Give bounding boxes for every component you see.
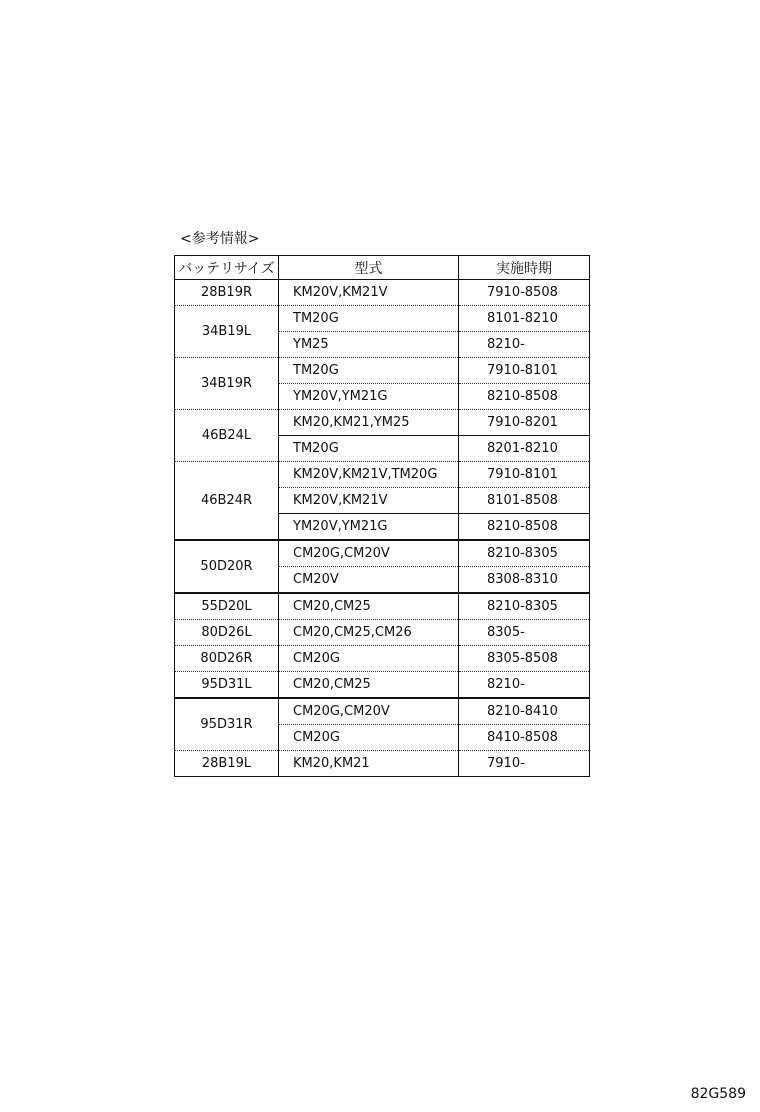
battery-size-cell: 95D31L <box>175 672 279 699</box>
model-cell: CM20G,CM20V <box>279 698 459 725</box>
model-cell: TM20G <box>279 306 459 332</box>
battery-size-cell: 28B19R <box>175 280 279 306</box>
period-cell: 8410-8508 <box>459 725 590 751</box>
section-caption: <参考情報> <box>180 231 260 247</box>
battery-size-cell: 46B24R <box>175 462 279 541</box>
table-row <box>175 646 590 672</box>
battery-size-cell: 34B19L <box>175 306 279 358</box>
model-cell: KM20V,KM21V <box>279 488 459 514</box>
period-cell: 8101-8508 <box>459 488 590 514</box>
period-cell: 8210- <box>459 332 590 358</box>
period-cell: 8210-8305 <box>459 540 590 567</box>
model-cell: YM25 <box>279 332 459 358</box>
battery-size-cell: 80D26R <box>175 646 279 672</box>
model-cell: CM20G <box>279 646 459 672</box>
period-cell: 8101-8210 <box>459 306 590 332</box>
model-cell: KM20V,KM21V,TM20G <box>279 462 459 488</box>
header-model: 型式 <box>279 256 459 280</box>
battery-size-cell: 46B24L <box>175 410 279 462</box>
period-cell: 7910- <box>459 751 590 777</box>
period-cell: 8210- <box>459 672 590 699</box>
model-cell: KM20,KM21 <box>279 751 459 777</box>
period-cell: 8210-8410 <box>459 698 590 725</box>
table-row <box>175 410 590 436</box>
battery-size-cell: 50D20R <box>175 540 279 593</box>
table-row <box>175 620 590 646</box>
table-row <box>175 672 590 699</box>
period-cell: 8305-8508 <box>459 646 590 672</box>
table-row <box>175 751 590 777</box>
battery-reference-table <box>174 255 590 777</box>
battery-size-cell: 95D31R <box>175 698 279 751</box>
table-body <box>175 280 590 777</box>
period-cell: 7910-8508 <box>459 280 590 306</box>
model-cell: KM20V,KM21V <box>279 280 459 306</box>
period-cell: 7910-8101 <box>459 358 590 384</box>
period-cell: 8201-8210 <box>459 436 590 462</box>
model-cell: CM20,CM25 <box>279 593 459 620</box>
model-cell: CM20,CM25 <box>279 672 459 699</box>
table-row <box>175 280 590 306</box>
table-row <box>175 358 590 384</box>
period-cell: 8210-8508 <box>459 384 590 410</box>
model-cell: CM20G <box>279 725 459 751</box>
model-cell: CM20V <box>279 567 459 594</box>
header-battery-size: バッテリサイズ <box>175 256 279 280</box>
period-cell: 7910-8201 <box>459 410 590 436</box>
model-cell: CM20,CM25,CM26 <box>279 620 459 646</box>
battery-size-cell: 80D26L <box>175 620 279 646</box>
period-cell: 8210-8508 <box>459 514 590 541</box>
header-period: 実施時期 <box>459 256 590 280</box>
battery-size-cell: 34B19R <box>175 358 279 410</box>
model-cell: KM20,KM21,YM25 <box>279 410 459 436</box>
period-cell: 8210-8305 <box>459 593 590 620</box>
table-row <box>175 593 590 620</box>
table-row <box>175 462 590 488</box>
battery-size-cell: 28B19L <box>175 751 279 777</box>
period-cell: 7910-8101 <box>459 462 590 488</box>
model-cell: CM20G,CM20V <box>279 540 459 567</box>
table-row <box>175 306 590 332</box>
model-cell: TM20G <box>279 358 459 384</box>
period-cell: 8305- <box>459 620 590 646</box>
drawing-number: 82G589 <box>690 1086 746 1102</box>
table-row <box>175 540 590 567</box>
header-row <box>175 256 590 280</box>
table-row <box>175 698 590 725</box>
model-cell: YM20V,YM21G <box>279 384 459 410</box>
model-cell: YM20V,YM21G <box>279 514 459 541</box>
battery-size-cell: 55D20L <box>175 593 279 620</box>
model-cell: TM20G <box>279 436 459 462</box>
period-cell: 8308-8310 <box>459 567 590 594</box>
